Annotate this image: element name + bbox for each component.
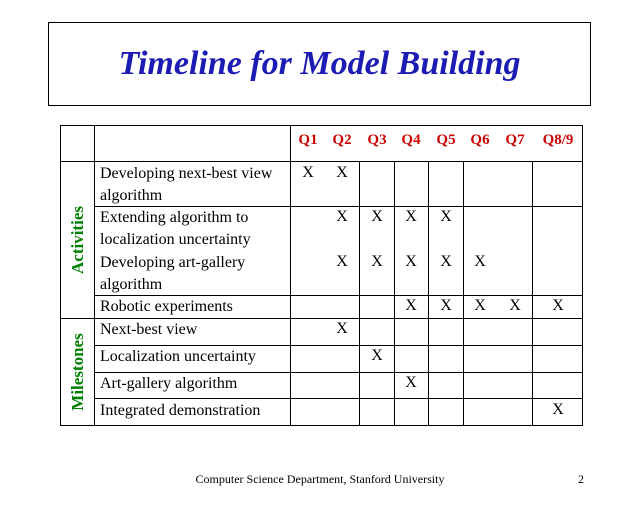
quarter-header: Q6 xyxy=(470,132,490,148)
quarter-header: Q7 xyxy=(505,132,525,148)
row-label: Developing next-best view algorithm xyxy=(100,165,273,204)
page-title: Timeline for Model Building xyxy=(118,45,521,82)
timeline-mark: X xyxy=(336,253,348,270)
timeline-mark: X xyxy=(474,297,486,314)
timeline-mark: X xyxy=(405,297,417,314)
timeline-mark: X xyxy=(405,208,417,225)
timeline-mark: X xyxy=(405,253,417,270)
row-label: Developing art-gallery algorithm xyxy=(100,254,246,293)
row-label: Localization uncertainty xyxy=(100,348,256,365)
timeline-mark: X xyxy=(440,253,452,270)
timeline-mark: X xyxy=(405,374,417,391)
quarter-header: Q1 xyxy=(298,132,318,148)
page-number: 2 xyxy=(578,472,584,486)
timeline-mark: X xyxy=(440,208,452,225)
timeline-mark: X xyxy=(302,164,314,181)
timeline-mark: X xyxy=(336,320,348,337)
quarter-header: Q2 xyxy=(332,132,352,148)
row-label: Robotic experiments xyxy=(100,298,233,315)
timeline-mark: X xyxy=(552,401,564,418)
timeline-mark: X xyxy=(371,347,383,364)
timeline-mark: X xyxy=(474,253,486,270)
row-label: Extending algorithm to localization uncertainty xyxy=(100,209,251,248)
quarter-header: Q8/9 xyxy=(542,132,574,148)
row-label: Integrated demonstration xyxy=(100,402,261,419)
quarter-header: Q3 xyxy=(367,132,387,148)
timeline-mark: X xyxy=(371,208,383,225)
row-label: Art-gallery algorithm xyxy=(100,375,238,392)
timeline-mark: X xyxy=(336,164,348,181)
timeline-mark: X xyxy=(552,297,564,314)
quarter-header: Q5 xyxy=(436,132,456,148)
quarter-header: Q4 xyxy=(401,132,421,148)
timeline-mark: X xyxy=(336,208,348,225)
group-label-activities: Activities xyxy=(68,206,87,274)
timeline-mark: X xyxy=(440,297,452,314)
footer-text: Computer Science Department, Stanford University xyxy=(195,472,445,486)
row-label: Next-best view xyxy=(100,321,198,338)
timeline-mark: X xyxy=(371,253,383,270)
group-label-milestones: Milestones xyxy=(68,333,87,411)
timeline-mark: X xyxy=(509,297,521,314)
